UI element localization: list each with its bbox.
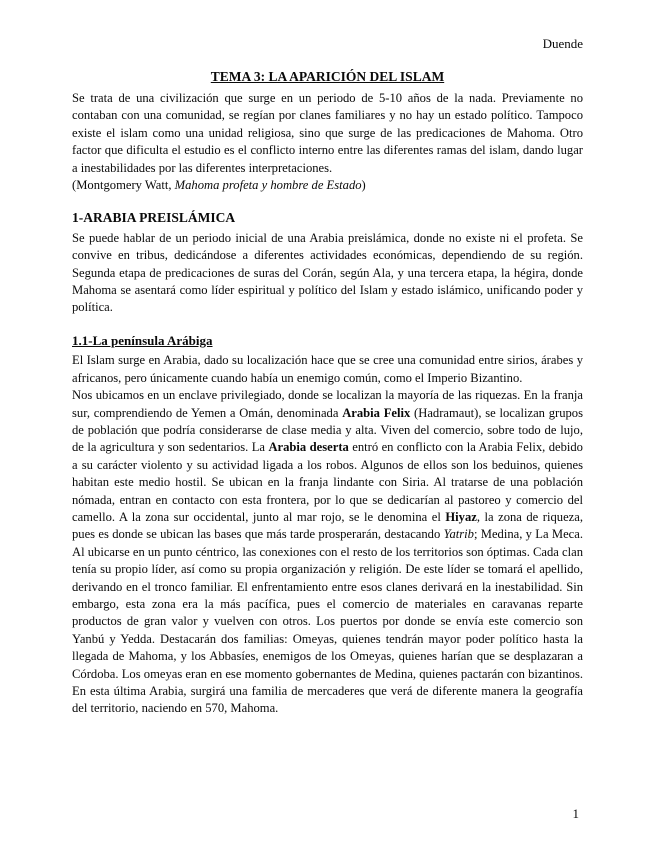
subsection-heading-peninsula-arabiga: 1.1-La península Arábiga [72,332,213,348]
author-name: Duende [542,36,583,51]
subsection-paragraph-main: Nos ubicamos en un enclave privilegiado, donde se localizan la mayoría de las riquezas. En la franja sur, comprendiendo de Yemen a Omán, denominada Arabia Felix (Hadramaut), se localizan grupos de población que podría considerarse de clase media y alta. Viven del comercio, sobre todo de lujo, de la agricultura y son sedentarios. La Arabia deserta entró en conflicto con la Arabia Felix, debido a su carácter violento y su actividad ligada a los robos. Algunos de ellos son los beduinos, quienes habitan este medio hostil. Se ubican en la franja lindante con Siria. Al tratarse de una población nómada, entran en contacto con esta frontera, por lo que se dedicarían al pastoreo y comercio del camello. A la zona sur occidental, junto al mar rojo, se le denomina el Hiyaz, la zona de riqueza, pues es donde se ubican las bases que más tarde prosperarán, destacando Yatrib; Medina, y La Meca. Al ubicarse en un punto céntrico, las conexiones con el resto de los territorios son óptimas. Cada clan tenía su propio líder, así como su propia organización y religión. De este líder se tomará el apellido, derivando en el tronco familiar. El enfrentamiento entre esos clanes derivará en la inestabilidad. Sin embargo, esta zona era la más pacífica, pues el comercio de materiales en caravanas reparte productos de gran valor y vuelven con otros. Los puertos por donde se envía este comercio son Yanbú y Yedda. Destacarán dos familias: Omeyas, quienes tendrán mayor poder político hasta la llegada de Mahoma, y los Abbasíes, enemigos de los Omeyas, quienes harían que se desplazaran a Córdoba. Los omeyas eran en ese momento gobernantes de Medina, quienes pactarán con bizantinos. En esta última Arabia, surgirá una familia de mercaderes que verá de diferente manera la geografía del territorio, naciendo en 570, Mahoma. [72,388,583,716]
section1-paragraph: Se puede hablar de un periodo inicial de una Arabia preislámica, donde no existe ni el profeta. Se convive en tribus, dedicándose a diferentes actividades económicas, dependiendo de su región. Segunda etapa de predicaciones de suras del Corán, según Ala, y una tercera etapa, la hégira, donde Mahoma se asentará como líder espiritual y político del Islam y estado islámico, unificando poder y política. [72,230,583,315]
page-header [72,36,583,52]
intro-paragraph: Se trata de una civilización que surge en un periodo de 5-10 años de la nada. Previamente no contaban con una comunidad, se regían por clanes familiares y no hay un estado político. Tampoco existe el islam como una unidad religiosa, sino que surge de las predicaciones de Mahoma. Otro factor que dificulta el estudio es el conflicto interno entre las diferentes ramas del islam, dando lugar a inestabilidades por las diferentes interpretaciones. [72,91,583,175]
subsection-paragraph-intro: El Islam surge en Arabia, dado su localización hace que se cree una comunidad entre sirios, árabes y africanos, pero únicamente cuando había un enemigo común, como el Imperio Bizantino. [72,353,583,385]
citation-line: (Montgomery Watt, Mahoma profeta y hombre de Estado) [72,178,366,193]
page-number: 1 [572,806,579,821]
section-heading-arabia-preislamica: 1-ARABIA PREISLÁMICA [72,210,236,226]
doc-title: TEMA 3: LA APARICIÓN DEL ISLAM [210,69,445,84]
